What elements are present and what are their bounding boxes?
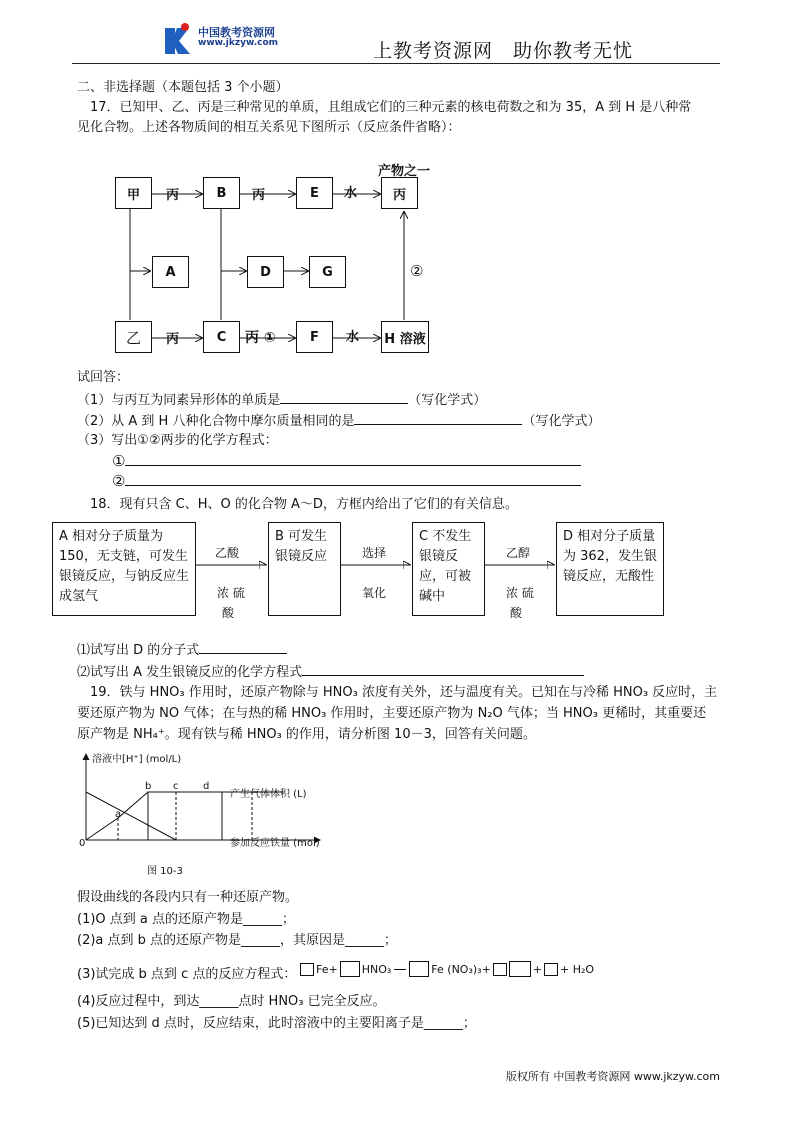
coef-box[interactable] (409, 961, 429, 977)
chart-origin: 0 (79, 838, 86, 849)
q19-assume: 假设曲线的各段内只有一种还原产物。 (77, 890, 299, 905)
logo-text: 中国教考资源网 (198, 26, 275, 39)
footer-copyright: 版权所有 中国教考资源网 www.jkzyw.com (505, 1070, 720, 1083)
node-B: B (203, 177, 240, 209)
chart-ylabel: 溶液中[H⁺] (mol/L) (92, 754, 182, 765)
gas-volume-line (86, 792, 222, 840)
node-E: E (296, 177, 333, 209)
node-F: F (296, 321, 333, 353)
node-D: D (247, 256, 284, 288)
q18-sub1: ⑴试写出 D 的分子式 (77, 641, 287, 659)
label-F-H: 水 (346, 330, 360, 345)
q17-sub1: （1）与丙互为同素异形体的单质是 （写化学式） (77, 393, 487, 408)
q19-s3: (3)试完成 b 点到 c 点的反应方程式： (77, 967, 297, 982)
q19-s2: (2)a 点到 b 点的还原产物是______，其原因是______； (77, 933, 398, 948)
chart-caption: 图 10-3 (147, 866, 183, 877)
q18-arrow2-top: 选择 (362, 546, 387, 560)
q18-box-C: C 不发生银镜反应，可被碱中 (412, 522, 485, 616)
node-jia: 甲 (115, 177, 152, 209)
q18-sub2: ⑵试写出 A 发生银镜反应的化学方程式 (77, 663, 584, 681)
q19-line2: 要还原产物为 NO 气体；在与热的稀 HNO₃ 作用时，主要还原产物为 N₂O 气体；当 HNO₃ 更稀时，其重要还 (77, 706, 707, 721)
q18-arrow1-bottom-2: 酸 (222, 606, 235, 620)
q19-equation: Fe+ HNO₃ Fe (NO₃)₃+ + + H₂O (300, 961, 594, 977)
q18-arrow2-bottom: 氧化 (362, 586, 387, 600)
coef-box[interactable] (544, 963, 558, 976)
chart-point-d: d (203, 781, 210, 792)
equation-dash (394, 969, 406, 970)
label-jia-B: 丙 (166, 188, 180, 203)
section-title: 二、非选择题（本题包括 3 个小题） (77, 80, 289, 95)
q17-answer-intro: 试回答： (77, 370, 130, 385)
coef-box[interactable] (509, 961, 531, 977)
node-C: C (203, 321, 240, 353)
blank-input[interactable] (199, 641, 287, 654)
label-E-bing: 水 (344, 186, 358, 201)
header-slogan: 上教考资源网 助你教考无忧 (373, 40, 634, 62)
q18-arrow1-bottom: 浓 硫 (217, 586, 245, 600)
logo-url: www.jkzyw.com (198, 38, 279, 48)
label-H-up: ② (410, 262, 424, 280)
chart-point-a: a (115, 809, 122, 820)
q18-box-D: D 相对分子质量为 362，发生银镜反应，无酸性 (556, 522, 664, 616)
q18-box-A: A 相对分子质量为 150，无支链，可发生银镜反应，与钠反应生成氢气 (52, 522, 196, 616)
h-concentration-line (86, 792, 176, 840)
q19-s1: (1)O 点到 a 点的还原产物是______； (77, 912, 296, 927)
node-A: A (152, 256, 189, 288)
q18-arrow3-bottom: 浓 硫 (506, 586, 534, 600)
q17-sub3: （3）写出①②两步的化学方程式： (77, 433, 278, 448)
q18-box-B: B 可发生银镜反应 (268, 522, 341, 616)
q19-s5: (5)已知达到 d 点时，反应结束，此时溶液中的主要阳离子是______； (77, 1016, 476, 1031)
q17-stem-line1: 17．已知甲、乙、丙是三种常见的单质，且组成它们的三种元素的核电荷数之和为 35，A 到 H 是八种常 (90, 100, 692, 115)
coef-box[interactable] (340, 961, 360, 977)
coef-box[interactable] (493, 963, 507, 976)
chart-point-b: b (145, 781, 152, 792)
node-G: G (309, 256, 346, 288)
q19-line3: 原产物是 NH₄⁺。现有铁与稀 HNO₃ 的作用，请分析图 10－3，回答有关问题。 (77, 727, 536, 742)
q19-s4: (4)反应过程中，到达______点时 HNO₃ 已完全反应。 (77, 994, 386, 1009)
node-H: H 溶液 (381, 321, 429, 353)
label-product: 产物之一 (378, 164, 431, 179)
chart-point-c: c (173, 781, 179, 792)
blank-input[interactable] (302, 663, 584, 676)
label-C-F: 丙 ① (245, 330, 276, 346)
label-B-E: 丙 (252, 188, 266, 203)
chart-xlabel: 参加反应铁量 (mol) (230, 838, 320, 849)
q17-eq2: ② (112, 473, 581, 491)
q17-sub2: （2）从 A 到 H 八种化合物中摩尔质量相同的是 （写化学式） (77, 414, 601, 429)
q18-arrow3-bottom-2: 酸 (510, 606, 523, 620)
node-bing-top: 丙 (381, 177, 418, 209)
q19-line1: 19．铁与 HNO₃ 作用时，还原产物除与 HNO₃ 浓度有关外，还与温度有关。已知在与冷稀 HNO₃ 反应时，主 (90, 685, 718, 700)
q17-eq1: ① (112, 453, 581, 471)
chart-series-label: 产生气体体积 (L) (230, 789, 307, 800)
coef-box[interactable] (300, 963, 314, 976)
q18-stem: 18．现有只含 C、H、O 的化合物 A～D，方框内给出了它们的有关信息。 (90, 497, 518, 512)
q18-arrow1-top: 乙酸 (215, 546, 240, 560)
label-yi-C: 丙 (166, 332, 180, 347)
node-yi: 乙 (115, 321, 152, 353)
q18-arrow3-top: 乙醇 (506, 546, 531, 560)
q17-stem-line2: 见化合物。上述各物质间的相互关系见下图所示（反应条件省略）： (77, 120, 461, 135)
